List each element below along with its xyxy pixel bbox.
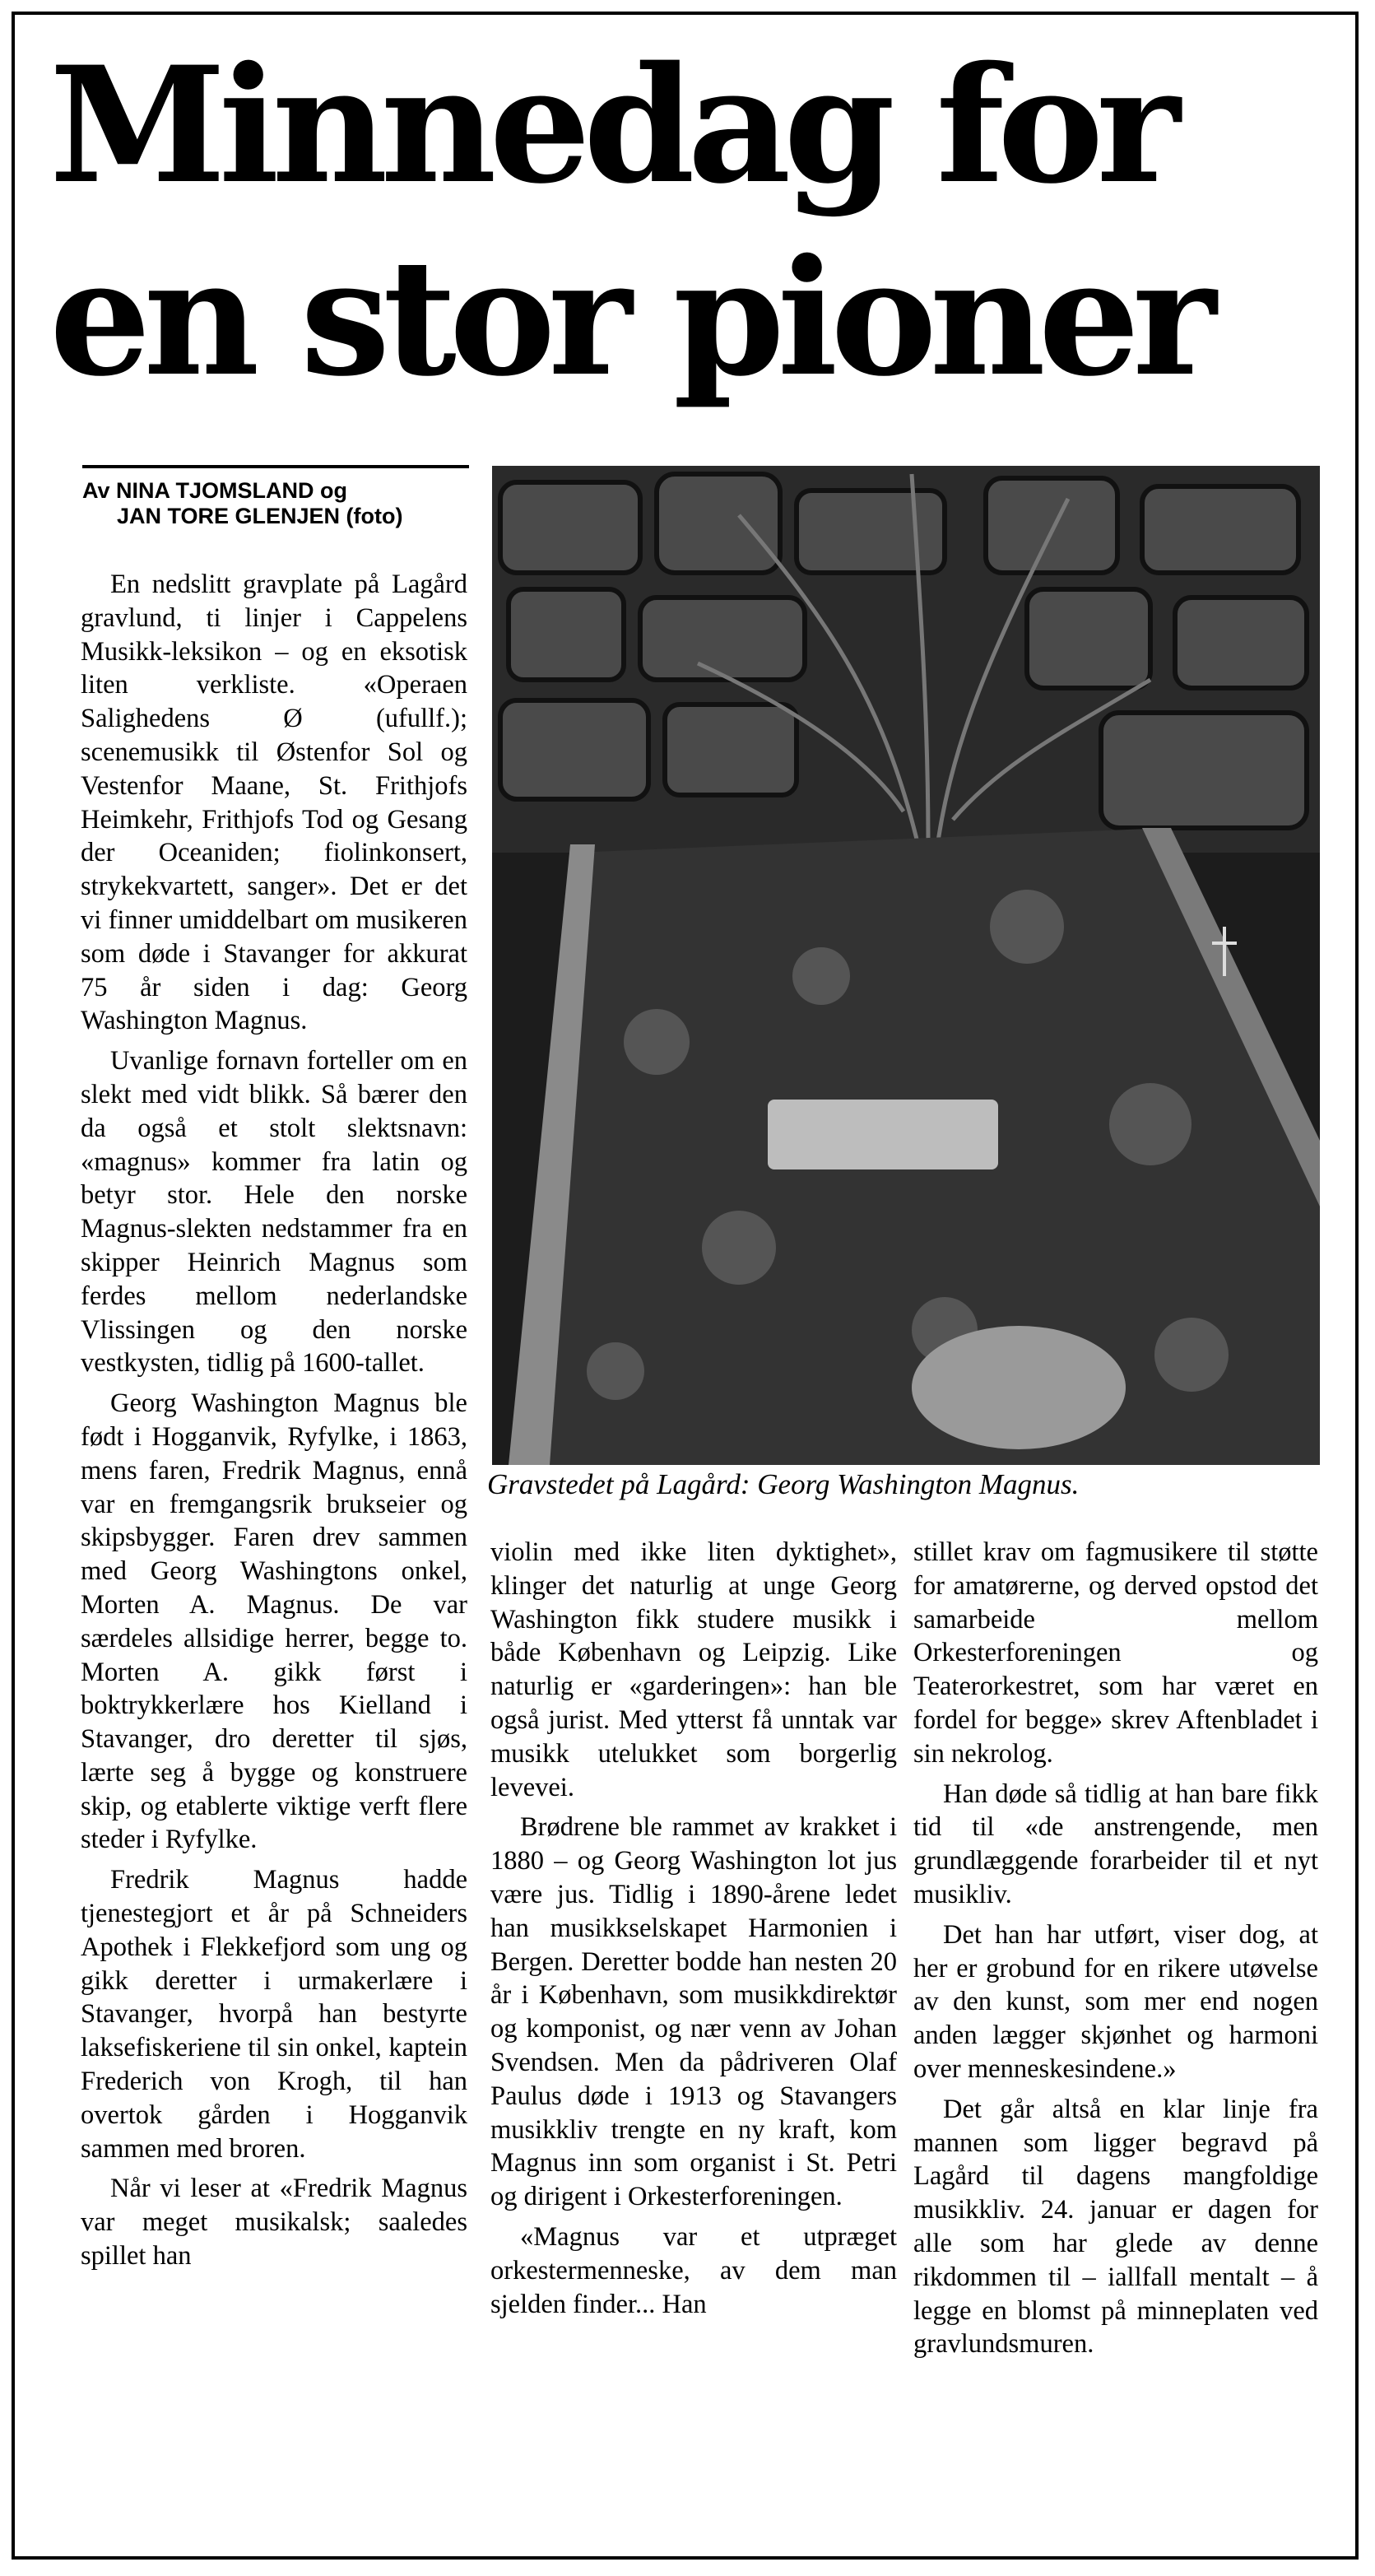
byline-line-1: Av NINA TJOMSLAND og <box>82 478 347 503</box>
paragraph: violin med ikke liten dyktighet», klinger det naturlig at unge Georg Washington fikk studere musikk i både København og Leipzig. Like naturlig er «garderingen»: han ble også jurist. Med ytterst få unntak var musikk utelukket som borgerlig levevei. <box>490 1537 897 1802</box>
paragraph: «Magnus var et utpræget orkestermenneske, av dem man sjelden finder... Han <box>490 2221 897 2319</box>
grave-photo-illustration <box>492 466 1320 1465</box>
paragraph: Brødrene ble rammet av krakket i 1880 – og Georg Washington lot jus være jus. Tidlig i 1890-årene ledet han musikkselskapet Harmonien i Bergen. Deretter bodde han nesten 20 år i København, som musikkdirektør og komponist, og nær venn av Johan Svendsen. Men da pådriveren Olaf Paulus døde i 1913 og Stavangers musikkliv trengte en ny kraft, kom Magnus inn som organist i St. Petri og dirigent i Orkesterforeningen. <box>490 1812 897 2212</box>
paragraph: Det går altså en klar linje fra mannen som ligger begravd på Lagård til dagens mangfoldige musikkliv. 24. januar er dagen for alle som har glede av denne rikdommen til – iallfall mentalt – å legge en blomst på minneplaten ved gravlundsmuren. <box>913 2094 1318 2360</box>
grave-photo <box>492 466 1320 1465</box>
byline-line-2: JAN TORE GLENJEN (foto) <box>117 504 403 528</box>
headline <box>49 29 1317 414</box>
paragraph: Uvanlige fornavn forteller om en slekt med vidt blikk. Så bærer den da også et stolt slektsnavn: «magnus» kommer fra latin og betyr stor. Hele den norske Magnus-slekten nedstammer fra en skipper Heinrich Magnus som ferdes mellom nederlandske Vlissingen og den norske vestkysten, tidlig på 1600-tallet. <box>81 1046 467 1379</box>
text-column-1 <box>81 568 467 2280</box>
text-column-2 <box>490 1536 897 2327</box>
headline-line-2: en stor pioner <box>49 224 1210 412</box>
paragraph: Han døde så tidlig at han bare fikk tid til «de anstrengende, men grundlæggende forarbeider til et nyt musikliv. <box>913 1779 1318 1909</box>
paragraph: Når vi leser at «Fredrik Magnus var meget musikalsk; saaledes spillet han <box>81 2174 467 2271</box>
text-column-3 <box>913 1536 1318 2368</box>
paragraph: stillet krav om fagmusikere til støtte for amatørerne, og derved opstod det samarbeide mellom Orkesterforeningen og Teaterorkestret, som har været en fordel for begge» skrev Aftenbladet i sin nekrolog. <box>913 1537 1318 1769</box>
paragraph: Det han har utført, viser dog, at her er grobund for en rikere utøvelse av den kunst, som mer end nogen anden lægger skjønhet og harmoni over menneskesindene.» <box>913 1919 1318 2084</box>
paragraph: En nedslitt gravplate på Lagård gravlund, ti linjer i Cappelens Musikk-leksikon – og en eksotisk liten verkliste. «Operaen Salighedens Ø (ufullf.); scenemusikk til Østenfor Sol og Vestenfor Maane, St. Frithjofs Heimkehr, Frithjofs Tod og Gesang der Oceaniden; fiolinkonsert, strykekvartett, sanger». Det er det vi finner umiddelbart om musikeren som døde i Stavanger for akkurat 75 år siden i dag: Georg Washington Magnus. <box>81 570 467 1036</box>
paragraph: Georg Washington Magnus ble født i Hogganvik, Ryfylke, i 1863, mens faren, Fredrik Magnus, ennå var en fremgangsrik brukseier og skipsbygger. Faren drev sammen med Georg Washingtons onkel, Morten A. Magnus. De var særdeles allsidige herrer, begge to. Morten A. gikk først i boktrykkerlære hos Kielland i Stavanger, dro deretter til sjøs, lærte seg å bygge og konstruere skip, og etablerte viktige verft flere steder i Ryfylke. <box>81 1388 467 1855</box>
paragraph: Fredrik Magnus hadde tjenestegjort et år på Schneiders Apothek i Flekkefjord som ung og gikk deretter i urmakerlære i Stavanger, hvorpå han bestyrte laksefiskeriene til sin onkel, kaptein Frederich von Krogh, til han overtok gården i Hogganvik sammen med broren. <box>81 1865 467 2164</box>
byline <box>82 465 469 529</box>
photo-caption: Gravstedet på Lagård: Georg Washington Magnus. <box>487 1468 1080 1500</box>
headline-line-1: Minnedag for <box>49 31 1173 219</box>
